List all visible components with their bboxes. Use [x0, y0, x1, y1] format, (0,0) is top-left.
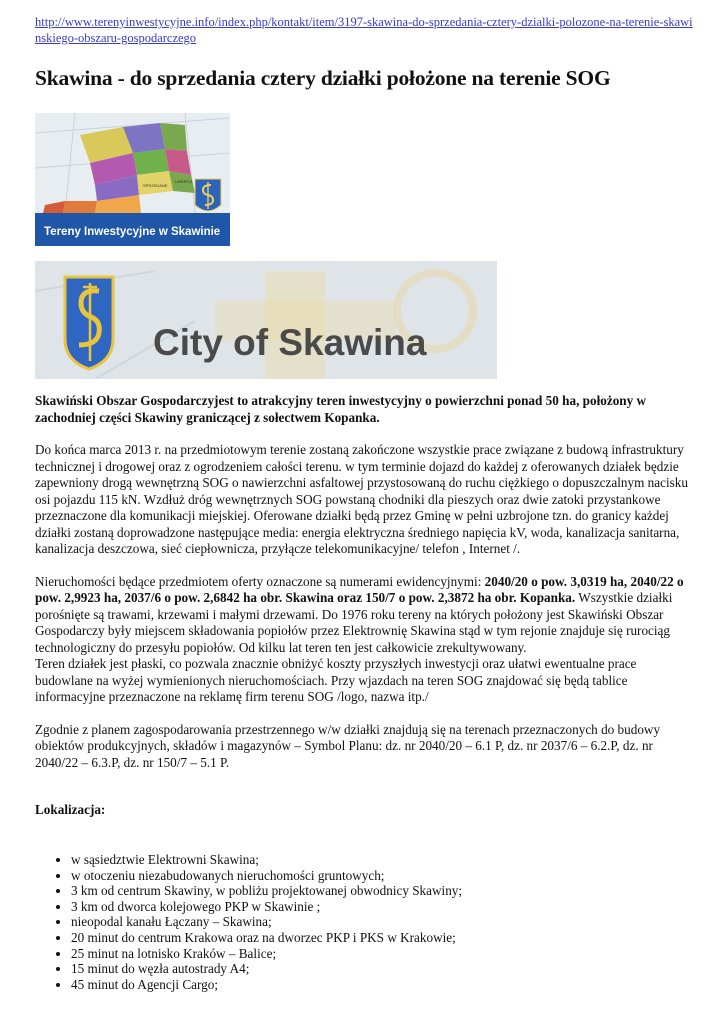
location-list: [35, 852, 695, 992]
lead-paragraph: Skawiński Obszar Gospodarczyjest to atrakcyjny teren inwestycyjny o powierzchni ponad 50 ha, położony w zachodniej części Skawiny graniczącej z sołectwem Kopanka.: [35, 393, 647, 425]
list-item: • w sąsiedztwie Elektrowni Skawina;: [71, 852, 695, 868]
plot-map-graphic: [35, 113, 230, 246]
map-label-sprzedane: SPRZEDANE: [143, 183, 168, 188]
map-label-libertia: LIBERTIA: [175, 179, 193, 184]
city-of-skawina-banner-image: [35, 261, 497, 379]
plots-paragraph: [35, 574, 695, 657]
map-banner-text: Tereny Inwestycyjne w Skawinie: [44, 226, 221, 238]
list-item: • 25 minut na lotnisko Kraków – Balice;: [71, 946, 695, 962]
list-item: • 15 minut do węzła autostrady A4;: [71, 961, 695, 977]
source-url-link[interactable]: http://www.terenyinwestycyjne.info/index.php/kontakt/item/3197-skawina-do-sprzedania-cztery-dzialki-polozone-na-terenie-skawinskiego-obszaru-gospodarczego: [35, 15, 693, 45]
plots-description-text: Wszystkie działki porośnięte są trawami, krzewami i małymi drzewami. Do 1976 roku tereny na których położony jest Skawiński Obszar Gospodarczy były miejscem składowania popiołów przez Elektrownię Skawina stąd w tym rejonie znajduje się rurociąg technologiczny do przesyłu popiołów. Od kilku lat teren ten jest całkowicie zrekultywowany.: [35, 590, 673, 655]
infrastructure-paragraph: Do końca marca 2013 r. na przedmiotowym terenie zostaną zakończone wszystkie prace związane z budową infrastruktury technicznej i drogowej oraz z ogrodzeniem całości terenu. w tym terminie dojazd do każdej z oferowanych działek będzie zapewniony drogą wewnętrzną SOG o nawierzchni asfaltowej przystosowaną do ruchu ciężkiego o dopuszczalnym nacisku osi pojazdu 115 kN. Wzdłuż dróg wewnętrznych SOG powstaną chodniki dla pieszych oraz dwie zatoki przystankowe przeznaczone dla komunikacji miejskiej. Oferowane działki będą przez Gminę w pełni uzbrojone tzn. do granicy każdej działki zostaną doprowadzone następujące media: energia elektryczna średniego napięcia kV, woda, kanalizacja sanitarna, kanalizacja deszczowa, sieć ciepłownicza, przyłącze telekomunikacyjne/ telefon , Internet /.: [35, 442, 688, 556]
list-item: • w otoczeniu niezabudowanych nieruchomości gruntowych;: [71, 868, 695, 884]
skawina-coat-of-arms-icon: [195, 179, 221, 211]
list-item: • nieopodal kanału Łączany – Skawina;: [71, 914, 695, 930]
plots-numbers-text: 2040/20 o pow. 3,0319 ha, 2040/22 o pow. 2,9923 ha, 2037/6 o pow. 2,6842 ha obr. Skawina oraz 150/7 o pow. 2,3872 ha obr. Kopanka.: [35, 573, 684, 605]
city-logo-graphic: [35, 261, 497, 379]
terrain-paragraph: Teren działek jest płaski, co pozwala znacznie obniżyć koszty przyszłych inwestycji oraz ułatwi ewentualne prace budowlane na wyżej wymienionych nieruchomościach. Przy wjazdach na teren SOG znajdować się będą tablice informacyjne przeznaczone na reklamę firm terenu SOG /logo, nazwa itp./: [35, 656, 637, 704]
plots-intro-text: Nieruchomości będące przedmiotem oferty oznaczone są numerami ewidencyjnymi:: [35, 573, 485, 589]
list-item: • 3 km od centrum Skawiny, w pobliżu projektowanej obwodnicy Skawiny;: [71, 883, 695, 899]
document-page: [35, 14, 695, 992]
investment-map-image: [35, 113, 230, 246]
list-item: • 20 minut do centrum Krakowa oraz na dworzec PKP i PKS w Krakowie;: [71, 930, 695, 946]
zoning-paragraph: Zgodnie z planem zagospodarowania przestrzennego w/w działki znajdują się na terenach przeznaczonych do budowy obiektów produkcyjnych, składów i magazynów – Symbol Planu: dz. nr 2040/20 – 6.1 P, dz. nr 2037/6 – 6.2.P, dz. nr 2040/22 – 6.3.P, dz. nr 150/7 – 5.1 P.: [35, 721, 661, 770]
location-heading: Lokalizacja:: [35, 802, 106, 817]
page-title: Skawina - do sprzedania cztery działki położone na terenie SOG: [35, 66, 611, 90]
list-item: • 3 km od dworca kolejowego PKP w Skawinie ;: [71, 899, 695, 915]
list-item: • 45 minut do Agencji Cargo;: [71, 977, 695, 993]
skawina-shield-icon: [65, 277, 113, 369]
city-logo-text: City of Skawina: [153, 322, 427, 363]
